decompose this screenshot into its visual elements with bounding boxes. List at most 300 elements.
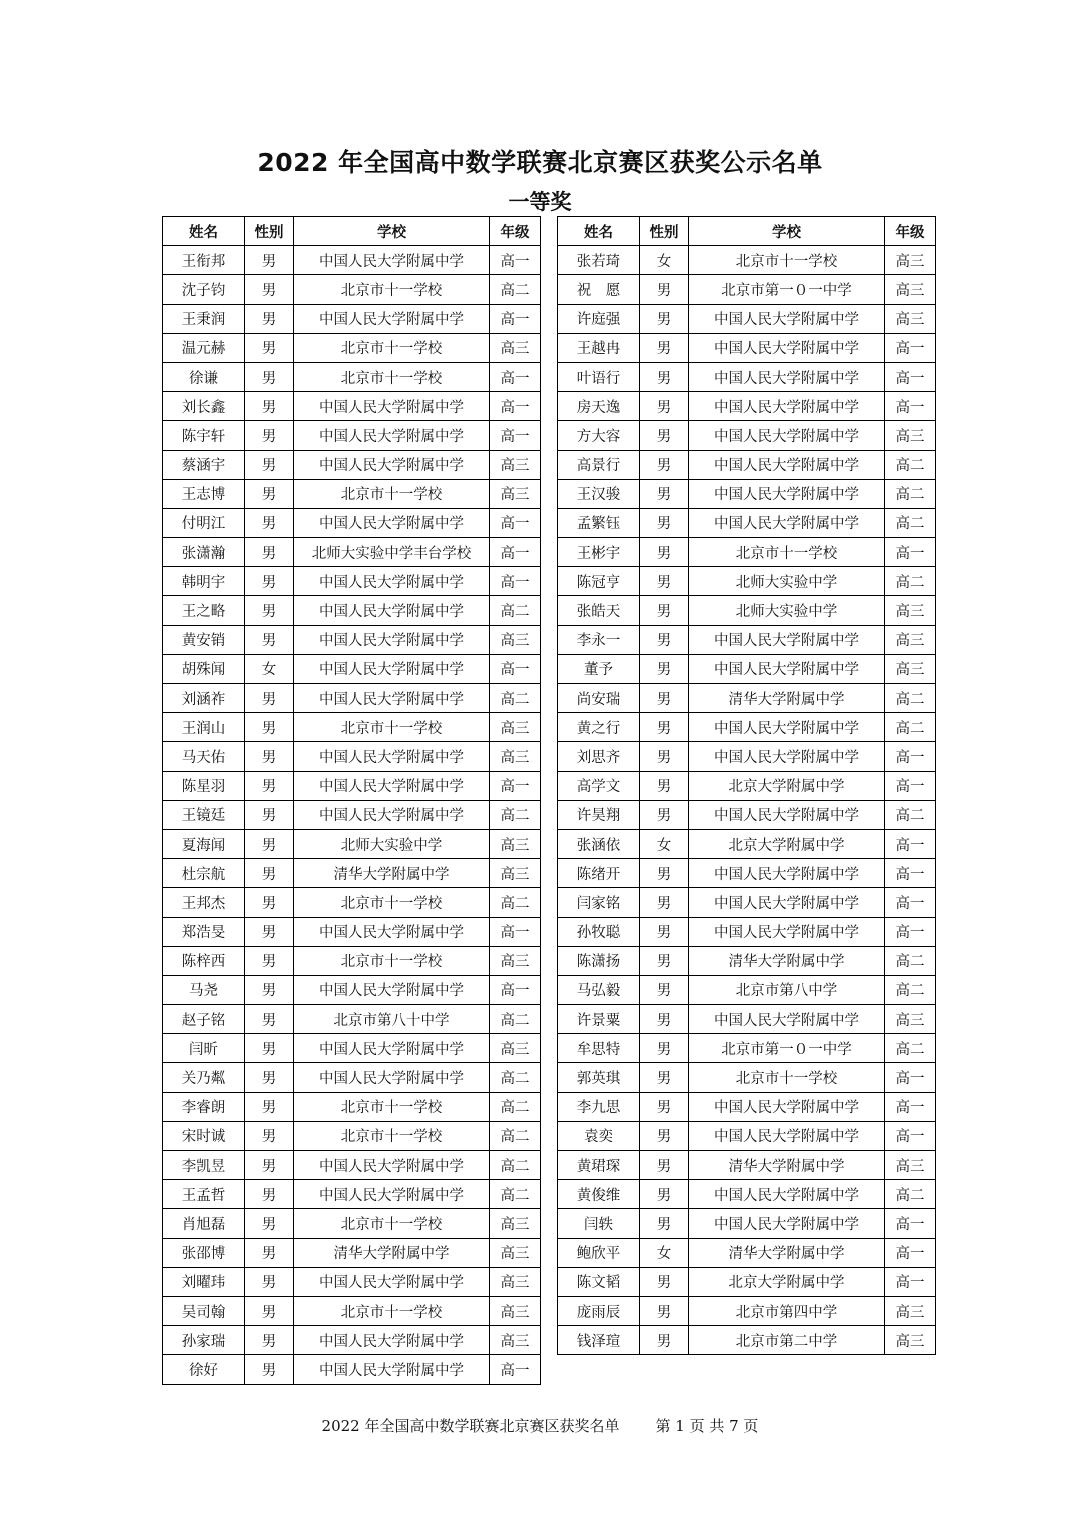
cell-name: 高景行 bbox=[558, 450, 640, 479]
cell-grade: 高一 bbox=[885, 917, 936, 946]
cell-name: 黄之行 bbox=[558, 713, 640, 742]
cell-name: 夏海闻 bbox=[163, 829, 245, 858]
cell-gender: 女 bbox=[640, 829, 689, 858]
cell-school: 清华大学附属中学 bbox=[294, 1238, 490, 1267]
cell-name: 李九思 bbox=[558, 1092, 640, 1121]
table-row bbox=[163, 654, 541, 683]
cell-grade: 高一 bbox=[885, 1121, 936, 1150]
cell-name: 陈文韬 bbox=[558, 1267, 640, 1296]
cell-school: 清华大学附属中学 bbox=[689, 684, 885, 713]
cell-grade: 高一 bbox=[490, 538, 541, 567]
cell-school: 北京市十一学校 bbox=[294, 1209, 490, 1238]
cell-name: 王镜廷 bbox=[163, 800, 245, 829]
table-row bbox=[558, 392, 936, 421]
cell-gender: 男 bbox=[245, 275, 294, 304]
cell-gender: 男 bbox=[640, 975, 689, 1004]
cell-gender: 男 bbox=[640, 742, 689, 771]
cell-gender: 男 bbox=[245, 304, 294, 333]
cell-school: 中国人民大学附属中学 bbox=[689, 304, 885, 333]
cell-gender: 男 bbox=[245, 421, 294, 450]
cell-grade: 高二 bbox=[885, 713, 936, 742]
cell-gender: 男 bbox=[245, 1238, 294, 1267]
cell-school: 北京市十一学校 bbox=[294, 1092, 490, 1121]
cell-grade: 高一 bbox=[885, 538, 936, 567]
cell-gender: 男 bbox=[245, 1180, 294, 1209]
cell-school: 北师大实验中学丰台学校 bbox=[294, 538, 490, 567]
cell-gender: 男 bbox=[245, 713, 294, 742]
table-row bbox=[163, 567, 541, 596]
cell-gender: 男 bbox=[245, 1326, 294, 1355]
cell-name: 马尧 bbox=[163, 975, 245, 1004]
header-name: 姓名 bbox=[558, 217, 640, 246]
footer-doc-name: 2022 年全国高中数学联赛北京赛区获奖名单 bbox=[321, 1417, 620, 1435]
cell-school: 北京大学附属中学 bbox=[689, 829, 885, 858]
cell-school: 北师大实验中学 bbox=[689, 567, 885, 596]
table-row bbox=[558, 917, 936, 946]
cell-grade: 高二 bbox=[490, 1063, 541, 1092]
cell-school: 中国人民大学附属中学 bbox=[294, 508, 490, 537]
cell-name: 王越冉 bbox=[558, 333, 640, 362]
table-row bbox=[163, 946, 541, 975]
cell-name: 王润山 bbox=[163, 713, 245, 742]
cell-name: 陈梓西 bbox=[163, 946, 245, 975]
cell-gender: 男 bbox=[245, 1296, 294, 1325]
cell-gender: 男 bbox=[640, 771, 689, 800]
cell-name: 黄珺琛 bbox=[558, 1151, 640, 1180]
cell-school: 中国人民大学附属中学 bbox=[689, 888, 885, 917]
cell-grade: 高二 bbox=[885, 1034, 936, 1063]
cell-grade: 高三 bbox=[885, 246, 936, 275]
cell-name: 袁奕 bbox=[558, 1121, 640, 1150]
cell-school: 中国人民大学附属中学 bbox=[689, 479, 885, 508]
cell-gender: 男 bbox=[640, 654, 689, 683]
cell-school: 中国人民大学附属中学 bbox=[689, 450, 885, 479]
cell-name: 黄俊维 bbox=[558, 1180, 640, 1209]
cell-school: 北京市十一学校 bbox=[294, 479, 490, 508]
table-row bbox=[558, 479, 936, 508]
cell-school: 中国人民大学附属中学 bbox=[294, 421, 490, 450]
table-row bbox=[163, 362, 541, 391]
table-row bbox=[163, 771, 541, 800]
cell-name: 闫轶 bbox=[558, 1209, 640, 1238]
cell-school: 中国人民大学附属中学 bbox=[294, 1180, 490, 1209]
table-row bbox=[163, 596, 541, 625]
cell-school: 中国人民大学附属中学 bbox=[294, 975, 490, 1004]
cell-gender: 男 bbox=[245, 1034, 294, 1063]
cell-school: 北京市十一学校 bbox=[294, 946, 490, 975]
header-gender: 性别 bbox=[245, 217, 294, 246]
cell-gender: 男 bbox=[640, 304, 689, 333]
cell-name: 李睿朗 bbox=[163, 1092, 245, 1121]
cell-grade: 高一 bbox=[885, 333, 936, 362]
cell-school: 北京市第八中学 bbox=[689, 975, 885, 1004]
cell-school: 中国人民大学附属中学 bbox=[294, 917, 490, 946]
cell-name: 胡殊闻 bbox=[163, 654, 245, 683]
cell-gender: 男 bbox=[640, 567, 689, 596]
cell-name: 刘思齐 bbox=[558, 742, 640, 771]
cell-grade: 高一 bbox=[490, 508, 541, 537]
cell-school: 中国人民大学附属中学 bbox=[294, 1326, 490, 1355]
cell-school: 中国人民大学附属中学 bbox=[294, 1267, 490, 1296]
cell-school: 中国人民大学附属中学 bbox=[689, 1209, 885, 1238]
cell-name: 许昊翔 bbox=[558, 800, 640, 829]
table-row bbox=[163, 479, 541, 508]
table-row bbox=[558, 333, 936, 362]
table-row bbox=[163, 1034, 541, 1063]
table-row bbox=[558, 800, 936, 829]
cell-school: 中国人民大学附属中学 bbox=[294, 742, 490, 771]
cell-school: 中国人民大学附属中学 bbox=[689, 654, 885, 683]
cell-gender: 男 bbox=[640, 625, 689, 654]
header-name: 姓名 bbox=[163, 217, 245, 246]
cell-gender: 男 bbox=[640, 684, 689, 713]
cell-name: 闫家铭 bbox=[558, 888, 640, 917]
cell-gender: 男 bbox=[245, 1355, 294, 1384]
table-row bbox=[163, 538, 541, 567]
table-row bbox=[558, 713, 936, 742]
cell-school: 中国人民大学附属中学 bbox=[294, 800, 490, 829]
cell-grade: 高二 bbox=[490, 1180, 541, 1209]
cell-name: 鲍欣平 bbox=[558, 1238, 640, 1267]
cell-school: 中国人民大学附属中学 bbox=[294, 246, 490, 275]
cell-school: 中国人民大学附属中学 bbox=[689, 1180, 885, 1209]
cell-school: 北京市第二中学 bbox=[689, 1326, 885, 1355]
cell-gender: 男 bbox=[245, 829, 294, 858]
cell-name: 王衔邦 bbox=[163, 246, 245, 275]
cell-name: 许庭强 bbox=[558, 304, 640, 333]
cell-school: 中国人民大学附属中学 bbox=[689, 1121, 885, 1150]
cell-gender: 男 bbox=[640, 392, 689, 421]
cell-gender: 男 bbox=[245, 508, 294, 537]
cell-name: 王之略 bbox=[163, 596, 245, 625]
cell-grade: 高一 bbox=[885, 1209, 936, 1238]
table-row bbox=[163, 1267, 541, 1296]
table-row bbox=[163, 275, 541, 304]
table-row bbox=[163, 450, 541, 479]
header-grade: 年级 bbox=[885, 217, 936, 246]
table-row bbox=[163, 304, 541, 333]
cell-school: 中国人民大学附属中学 bbox=[689, 333, 885, 362]
cell-grade: 高三 bbox=[490, 1267, 541, 1296]
cell-school: 中国人民大学附属中学 bbox=[294, 1151, 490, 1180]
cell-gender: 男 bbox=[245, 1121, 294, 1150]
cell-name: 高学文 bbox=[558, 771, 640, 800]
table-row bbox=[163, 975, 541, 1004]
cell-grade: 高一 bbox=[885, 829, 936, 858]
cell-gender: 男 bbox=[245, 333, 294, 362]
table-row bbox=[163, 508, 541, 537]
cell-school: 中国人民大学附属中学 bbox=[689, 392, 885, 421]
cell-school: 北京大学附属中学 bbox=[689, 771, 885, 800]
cell-grade: 高二 bbox=[490, 684, 541, 713]
cell-gender: 男 bbox=[640, 1267, 689, 1296]
cell-grade: 高二 bbox=[885, 567, 936, 596]
cell-school: 中国人民大学附属中学 bbox=[689, 625, 885, 654]
cell-name: 徐谦 bbox=[163, 362, 245, 391]
cell-grade: 高三 bbox=[885, 304, 936, 333]
table-row bbox=[558, 1151, 936, 1180]
cell-school: 北京大学附属中学 bbox=[689, 1267, 885, 1296]
table-row bbox=[558, 1092, 936, 1121]
cell-name: 许景粟 bbox=[558, 1005, 640, 1034]
table-row bbox=[163, 1296, 541, 1325]
cell-grade: 高二 bbox=[490, 1151, 541, 1180]
cell-name: 董予 bbox=[558, 654, 640, 683]
cell-school: 北京市十一学校 bbox=[294, 713, 490, 742]
cell-school: 中国人民大学附属中学 bbox=[294, 567, 490, 596]
table-row bbox=[558, 567, 936, 596]
cell-grade: 高三 bbox=[490, 333, 541, 362]
cell-grade: 高三 bbox=[490, 946, 541, 975]
cell-name: 王孟哲 bbox=[163, 1180, 245, 1209]
cell-gender: 男 bbox=[245, 946, 294, 975]
cell-name: 韩明宇 bbox=[163, 567, 245, 596]
header-school: 学校 bbox=[294, 217, 490, 246]
cell-grade: 高三 bbox=[490, 829, 541, 858]
cell-school: 中国人民大学附属中学 bbox=[294, 654, 490, 683]
cell-name: 方大容 bbox=[558, 421, 640, 450]
cell-school: 北京市十一学校 bbox=[689, 246, 885, 275]
cell-name: 刘曜玮 bbox=[163, 1267, 245, 1296]
cell-gender: 男 bbox=[640, 1092, 689, 1121]
cell-grade: 高二 bbox=[490, 1092, 541, 1121]
cell-grade: 高二 bbox=[490, 800, 541, 829]
cell-school: 中国人民大学附属中学 bbox=[294, 684, 490, 713]
cell-name: 孙牧聪 bbox=[558, 917, 640, 946]
cell-gender: 男 bbox=[640, 596, 689, 625]
cell-name: 黄安销 bbox=[163, 625, 245, 654]
header-school: 学校 bbox=[689, 217, 885, 246]
cell-name: 宋时诚 bbox=[163, 1121, 245, 1150]
cell-gender: 男 bbox=[245, 1151, 294, 1180]
table-row bbox=[163, 1121, 541, 1150]
table-row bbox=[163, 1326, 541, 1355]
cell-gender: 男 bbox=[640, 713, 689, 742]
cell-gender: 男 bbox=[245, 800, 294, 829]
cell-grade: 高一 bbox=[490, 362, 541, 391]
cell-school: 中国人民大学附属中学 bbox=[294, 1034, 490, 1063]
cell-grade: 高三 bbox=[490, 450, 541, 479]
cell-name: 温元赫 bbox=[163, 333, 245, 362]
cell-grade: 高二 bbox=[885, 1180, 936, 1209]
cell-grade: 高三 bbox=[490, 1296, 541, 1325]
header-gender: 性别 bbox=[640, 217, 689, 246]
cell-gender: 男 bbox=[245, 1005, 294, 1034]
cell-grade: 高一 bbox=[885, 888, 936, 917]
cell-grade: 高二 bbox=[885, 508, 936, 537]
cell-gender: 男 bbox=[245, 1063, 294, 1092]
cell-grade: 高一 bbox=[490, 654, 541, 683]
table-row bbox=[558, 1209, 936, 1238]
table-row bbox=[163, 1151, 541, 1180]
cell-grade: 高三 bbox=[885, 1326, 936, 1355]
cell-name: 赵子铭 bbox=[163, 1005, 245, 1034]
cell-gender: 男 bbox=[245, 450, 294, 479]
cell-school: 北京市十一学校 bbox=[294, 1121, 490, 1150]
cell-name: 张邵博 bbox=[163, 1238, 245, 1267]
cell-grade: 高一 bbox=[490, 392, 541, 421]
table-row bbox=[163, 829, 541, 858]
cell-name: 尚安瑞 bbox=[558, 684, 640, 713]
cell-gender: 男 bbox=[640, 538, 689, 567]
table-row bbox=[163, 246, 541, 275]
table-row bbox=[163, 800, 541, 829]
cell-gender: 男 bbox=[640, 1296, 689, 1325]
cell-grade: 高三 bbox=[490, 1209, 541, 1238]
cell-gender: 男 bbox=[245, 479, 294, 508]
winners-table-left bbox=[162, 216, 541, 1385]
footer-page-info: 第 1 页 共 7 页 bbox=[655, 1417, 759, 1435]
cell-gender: 男 bbox=[640, 421, 689, 450]
cell-grade: 高三 bbox=[885, 275, 936, 304]
cell-grade: 高一 bbox=[885, 392, 936, 421]
cell-name: 付明江 bbox=[163, 508, 245, 537]
cell-grade: 高二 bbox=[490, 275, 541, 304]
cell-name: 叶语行 bbox=[558, 362, 640, 391]
cell-grade: 高三 bbox=[490, 713, 541, 742]
table-row bbox=[558, 508, 936, 537]
cell-gender: 男 bbox=[640, 450, 689, 479]
cell-gender: 男 bbox=[640, 917, 689, 946]
table-row bbox=[163, 1238, 541, 1267]
cell-gender: 男 bbox=[245, 567, 294, 596]
cell-name: 陈潇扬 bbox=[558, 946, 640, 975]
cell-gender: 男 bbox=[640, 1034, 689, 1063]
cell-grade: 高一 bbox=[490, 975, 541, 1004]
table-row bbox=[558, 1121, 936, 1150]
cell-school: 中国人民大学附属中学 bbox=[689, 742, 885, 771]
cell-gender: 男 bbox=[640, 1121, 689, 1150]
award-level-heading: 一等奖 bbox=[508, 190, 572, 214]
cell-name: 祝 愿 bbox=[558, 275, 640, 304]
table-row bbox=[558, 975, 936, 1004]
cell-grade: 高三 bbox=[885, 625, 936, 654]
cell-grade: 高三 bbox=[490, 1238, 541, 1267]
cell-gender: 男 bbox=[245, 917, 294, 946]
cell-gender: 男 bbox=[640, 946, 689, 975]
cell-school: 北京市十一学校 bbox=[294, 333, 490, 362]
cell-grade: 高二 bbox=[885, 800, 936, 829]
cell-school: 北师大实验中学 bbox=[294, 829, 490, 858]
cell-grade: 高二 bbox=[885, 684, 936, 713]
cell-grade: 高二 bbox=[490, 596, 541, 625]
cell-grade: 高二 bbox=[885, 946, 936, 975]
table-row bbox=[558, 450, 936, 479]
cell-school: 中国人民大学附属中学 bbox=[689, 713, 885, 742]
cell-grade: 高二 bbox=[885, 450, 936, 479]
cell-school: 北京市第一０一中学 bbox=[689, 1034, 885, 1063]
cell-gender: 男 bbox=[640, 1209, 689, 1238]
cell-grade: 高一 bbox=[885, 1267, 936, 1296]
cell-name: 李凯昱 bbox=[163, 1151, 245, 1180]
cell-name: 张潇瀚 bbox=[163, 538, 245, 567]
cell-gender: 女 bbox=[640, 1238, 689, 1267]
cell-name: 蔡涵宇 bbox=[163, 450, 245, 479]
cell-name: 王志博 bbox=[163, 479, 245, 508]
table-row bbox=[163, 421, 541, 450]
cell-school: 中国人民大学附属中学 bbox=[689, 1092, 885, 1121]
table-row bbox=[558, 684, 936, 713]
cell-school: 北京市十一学校 bbox=[689, 538, 885, 567]
table-row bbox=[163, 888, 541, 917]
cell-school: 中国人民大学附属中学 bbox=[294, 1063, 490, 1092]
cell-name: 郭英琪 bbox=[558, 1063, 640, 1092]
cell-name: 王汉骏 bbox=[558, 479, 640, 508]
cell-gender: 男 bbox=[640, 1326, 689, 1355]
cell-grade: 高三 bbox=[490, 479, 541, 508]
cell-school: 北京市十一学校 bbox=[294, 362, 490, 391]
cell-grade: 高三 bbox=[885, 1151, 936, 1180]
cell-name: 王彬宇 bbox=[558, 538, 640, 567]
table-row bbox=[558, 596, 936, 625]
table-row bbox=[558, 654, 936, 683]
cell-gender: 男 bbox=[245, 246, 294, 275]
table-row bbox=[558, 1005, 936, 1034]
table-row bbox=[558, 1296, 936, 1325]
table-row bbox=[163, 684, 541, 713]
cell-grade: 高三 bbox=[885, 654, 936, 683]
cell-school: 北京市第四中学 bbox=[689, 1296, 885, 1325]
table-row bbox=[558, 1238, 936, 1267]
cell-grade: 高一 bbox=[885, 859, 936, 888]
cell-school: 北京市十一学校 bbox=[294, 275, 490, 304]
cell-name: 李永一 bbox=[558, 625, 640, 654]
table-row bbox=[558, 946, 936, 975]
cell-name: 钱泽瑄 bbox=[558, 1326, 640, 1355]
cell-school: 中国人民大学附属中学 bbox=[689, 362, 885, 391]
table-row bbox=[163, 1063, 541, 1092]
cell-school: 中国人民大学附属中学 bbox=[294, 304, 490, 333]
cell-name: 马天佑 bbox=[163, 742, 245, 771]
table-row bbox=[558, 888, 936, 917]
cell-gender: 男 bbox=[245, 1267, 294, 1296]
cell-gender: 男 bbox=[245, 596, 294, 625]
cell-name: 王邦杰 bbox=[163, 888, 245, 917]
table-row bbox=[558, 829, 936, 858]
table-row bbox=[558, 362, 936, 391]
cell-school: 中国人民大学附属中学 bbox=[294, 392, 490, 421]
cell-name: 马弘毅 bbox=[558, 975, 640, 1004]
cell-grade: 高三 bbox=[885, 596, 936, 625]
cell-school: 中国人民大学附属中学 bbox=[689, 859, 885, 888]
cell-gender: 男 bbox=[245, 625, 294, 654]
table-row bbox=[163, 1355, 541, 1384]
cell-gender: 男 bbox=[245, 1092, 294, 1121]
table-row bbox=[558, 421, 936, 450]
page-footer bbox=[0, 1415, 1080, 1436]
cell-gender: 男 bbox=[640, 508, 689, 537]
cell-grade: 高一 bbox=[885, 362, 936, 391]
cell-school: 北京市十一学校 bbox=[294, 888, 490, 917]
cell-name: 郑浩旻 bbox=[163, 917, 245, 946]
cell-name: 徐好 bbox=[163, 1355, 245, 1384]
cell-name: 张皓天 bbox=[558, 596, 640, 625]
cell-name: 闫昕 bbox=[163, 1034, 245, 1063]
table-row bbox=[163, 1209, 541, 1238]
cell-grade: 高二 bbox=[885, 975, 936, 1004]
table-row bbox=[163, 1092, 541, 1121]
cell-grade: 高三 bbox=[490, 1034, 541, 1063]
table-header-row bbox=[163, 217, 541, 246]
cell-name: 张涵依 bbox=[558, 829, 640, 858]
cell-name: 张若琦 bbox=[558, 246, 640, 275]
cell-name: 沈子钧 bbox=[163, 275, 245, 304]
cell-grade: 高一 bbox=[490, 304, 541, 333]
cell-grade: 高一 bbox=[490, 246, 541, 275]
cell-name: 王秉润 bbox=[163, 304, 245, 333]
cell-grade: 高一 bbox=[490, 771, 541, 800]
table-row bbox=[163, 333, 541, 362]
